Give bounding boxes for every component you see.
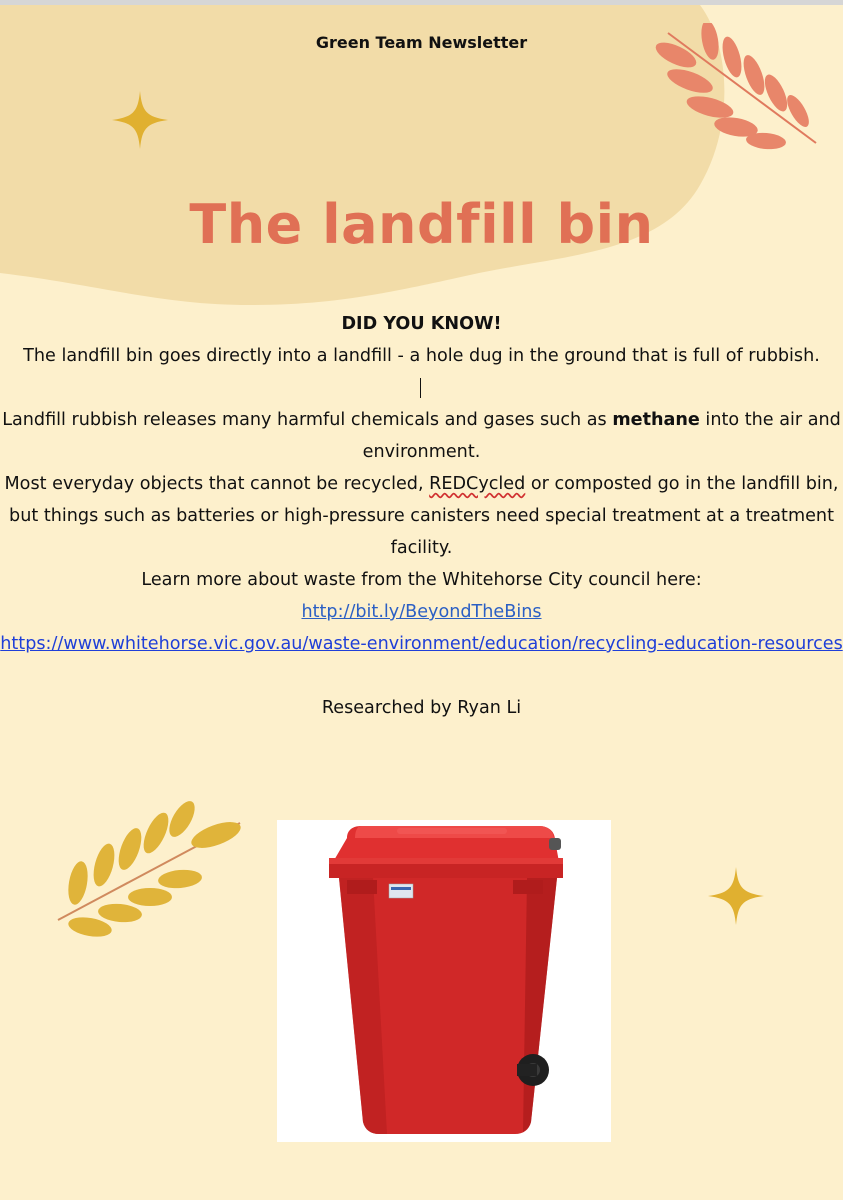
whitehorse-council-link[interactable]: https://www.whitehorse.vic.gov.au/waste-environment/education/recycling-education-resources (0, 634, 843, 654)
link-line-1 (0, 596, 843, 628)
paragraph-2 (0, 404, 843, 468)
newsletter-header: Green Team Newsletter (315, 33, 528, 52)
four-point-star-icon (110, 89, 170, 151)
paragraph-4: Learn more about waste from the Whitehorse City council here: (141, 570, 702, 590)
article-body (0, 308, 843, 724)
paragraph-3-text: Most everyday objects that cannot be recycled, (4, 474, 430, 494)
empty-line (0, 372, 843, 404)
paragraph-3 (0, 468, 843, 564)
page-title: The landfill bin (189, 193, 654, 256)
article-heading: DID YOU KNOW! (341, 314, 502, 334)
paragraph-2-text: Landfill rubbish releases many harmful chemicals and gases such as (2, 410, 613, 430)
link-line-2 (0, 628, 843, 660)
paragraph-1: The landfill bin goes directly into a landfill - a hole dug in the ground that is full of rubbish. (23, 346, 820, 366)
red-wheelie-bin (277, 820, 611, 1142)
beyond-the-bins-link[interactable]: http://bit.ly/BeyondTheBins (301, 602, 542, 622)
paragraph-2-bold: methane (612, 410, 700, 430)
paragraph-2-text-end: into the air and environment. (362, 410, 841, 462)
red-wheelie-bin-image (277, 820, 611, 1142)
paragraph-3-text-end: or composted go in the landfill bin, but things such as batteries or high-pressure canisters need special treatment at a treatment facility. (9, 474, 839, 558)
yellow-leaf-branch-icon (50, 795, 250, 945)
credit-line: Researched by Ryan Li (321, 698, 522, 718)
blank-line (0, 660, 843, 692)
four-point-star-icon (706, 865, 766, 927)
misspelled-word[interactable]: REDCycled (429, 474, 526, 494)
text-caret (420, 378, 421, 398)
